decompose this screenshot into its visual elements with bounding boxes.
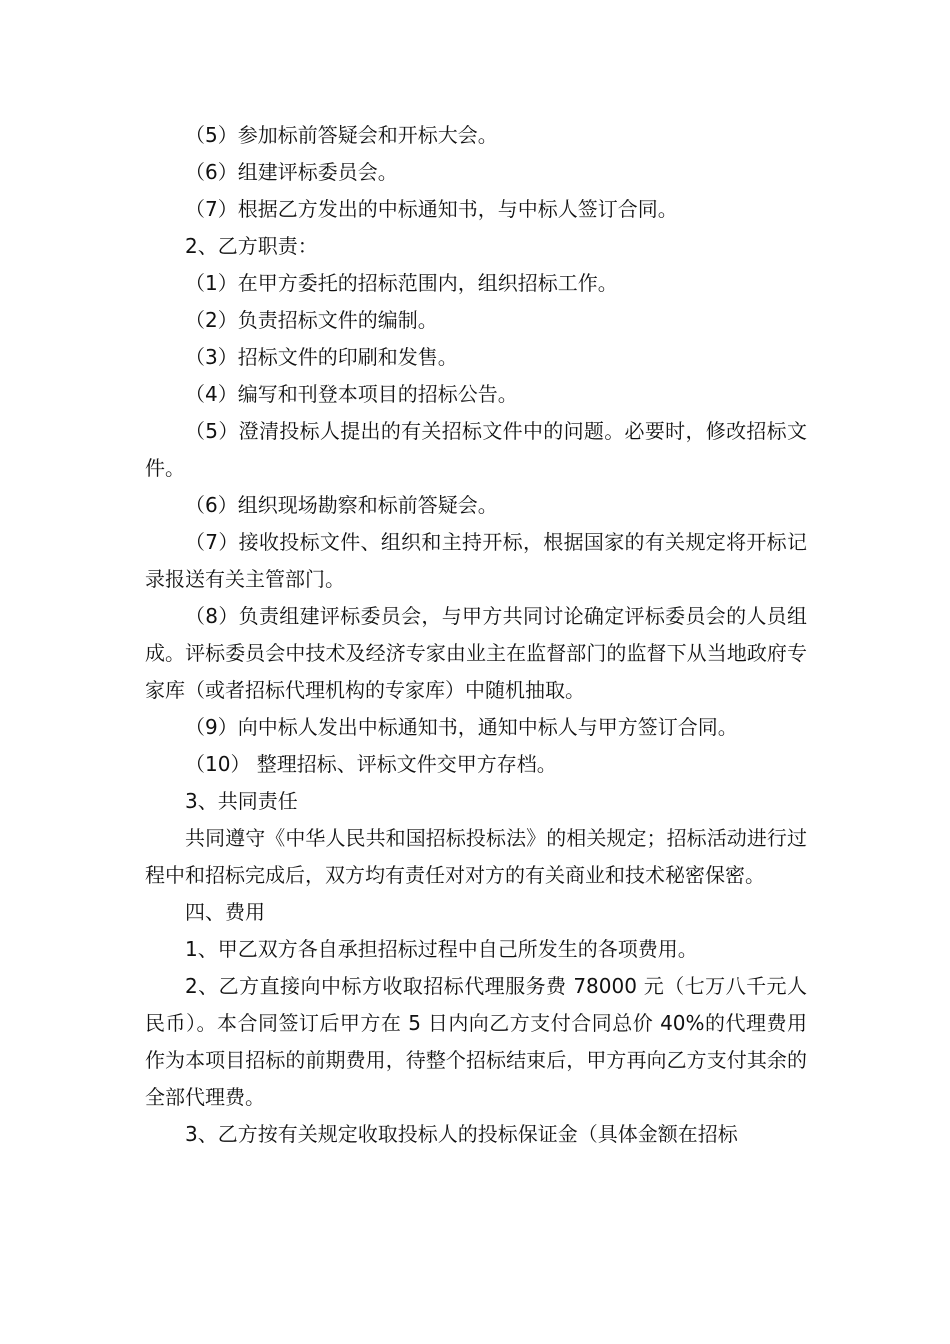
section-heading: 3、共同责任	[185, 789, 298, 813]
section-heading: 2、乙方职责：	[185, 234, 318, 258]
paragraph: 3、乙方按有关规定收取投标人的投标保证金（具体金额在招标	[185, 1122, 738, 1146]
paragraph: （4）编写和刊登本项目的招标公告。	[185, 382, 518, 406]
paragraph: （5）澄清投标人提出的有关招标文件中的问题。必要时，修改招标文件。	[145, 419, 807, 480]
paragraph: （6）组织现场勘察和标前答疑会。	[185, 493, 498, 517]
paragraph: （1）在甲方委托的招标范围内，组织招标工作。	[185, 271, 618, 295]
paragraph: （2）负责招标文件的编制。	[185, 308, 438, 332]
paragraph: 1、甲乙双方各自承担招标过程中自己所发生的各项费用。	[185, 937, 698, 961]
paragraph: （7）接收投标文件、组织和主持开标，根据国家的有关规定将开标记录报送有关主管部门。	[145, 530, 807, 591]
paragraph: （3）招标文件的印刷和发售。	[185, 345, 458, 369]
paragraph: （8）负责组建评标委员会，与甲方共同讨论确定评标委员会的人员组成。评标委员会中技术及经济专家由业主在监督部门的监督下从当地政府专家库（或者招标代理机构的专家库）中随机抽取。	[145, 604, 807, 702]
paragraph: （9）向中标人发出中标通知书，通知中标人与甲方签订合同。	[185, 715, 738, 739]
paragraph: （7）根据乙方发出的中标通知书，与中标人签订合同。	[185, 197, 678, 221]
paragraph: 共同遵守《中华人民共和国招标投标法》的相关规定；招标活动进行过程中和招标完成后，双方均有责任对对方的有关商业和技术秘密保密。	[145, 826, 807, 887]
paragraph: （10） 整理招标、评标文件交甲方存档。	[185, 752, 557, 776]
paragraph: 2、乙方直接向中标方收取招标代理服务费 78000 元（七万八千元人民币）。本合同签订后甲方在 5 日内向乙方支付合同总价 40%的代理费用作为本项目招标的前期费用，待整个招标结束后，甲方再向乙方支付其余的全部代理费。	[145, 974, 807, 1109]
section-heading: 四、费用	[185, 900, 265, 924]
document-body	[145, 117, 807, 1153]
paragraph: （6）组建评标委员会。	[185, 160, 398, 184]
paragraph: （5）参加标前答疑会和开标大会。	[185, 123, 498, 147]
